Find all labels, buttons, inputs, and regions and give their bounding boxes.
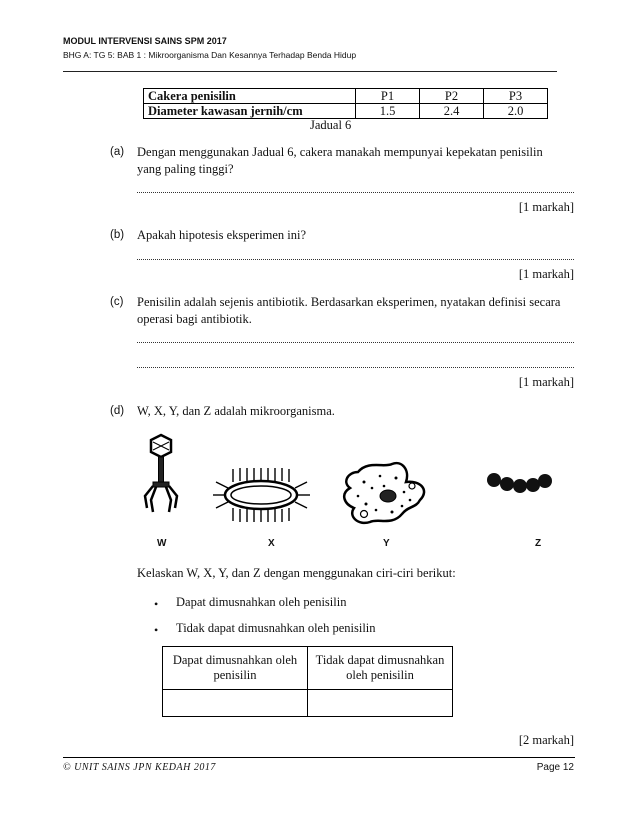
question-a-text: Dengan menggunakan Jadual 6, cakera manakah mempunyai kepekatan penisilin yang paling tinggi?	[137, 145, 543, 176]
table-6	[143, 88, 548, 119]
table-cell: 2.0	[484, 104, 548, 119]
question-d-text: W, X, Y, dan Z adalah mikroorganisma.	[137, 404, 335, 418]
criterion-2: Tidak dapat dimusnahkan oleh penisilin	[176, 621, 376, 635]
table-row	[163, 690, 453, 717]
criterion-1: Dapat dimusnahkan oleh penisilin	[176, 595, 347, 609]
answer-line-a[interactable]	[137, 192, 574, 195]
table-cell: P3	[484, 89, 548, 104]
answer-line-c-2[interactable]	[137, 367, 574, 370]
bullet-icon: •	[154, 597, 159, 611]
organism-label-w: W	[157, 538, 167, 549]
table-cell: 1.5	[356, 104, 420, 119]
table-row	[144, 104, 548, 119]
question-a-label: (a)	[110, 146, 125, 158]
organism-label-z: Z	[535, 538, 542, 549]
question-d-mark: [2 markah]	[518, 733, 574, 747]
answer-cell-not-destroyed[interactable]	[308, 690, 453, 717]
organism-label-x: X	[268, 538, 275, 549]
organism-z-illustration	[487, 473, 552, 493]
question-b-text: Apakah hipotesis eksperimen ini?	[137, 228, 307, 242]
table-header-cell: Dapat dimusnahkan oleh penisilin	[163, 647, 308, 690]
organism-w-illustration	[145, 435, 177, 512]
question-b-mark: [1 markah]	[518, 267, 574, 281]
table-cell: P2	[420, 89, 484, 104]
answer-line-c-1[interactable]	[137, 342, 574, 345]
question-d-label: (d)	[110, 405, 125, 417]
table-row	[144, 89, 548, 104]
microorganism-diagram	[140, 430, 560, 550]
page-number: Page 12	[536, 762, 574, 773]
table-caption: Jadual 6	[310, 118, 352, 132]
footer-copyright: © UNIT SAINS JPN KEDAH 2017	[63, 762, 216, 773]
question-b-label: (b)	[110, 229, 125, 241]
question-c-text: Penisilin adalah sejenis antibiotik. Berdasarkan eksperimen, nyatakan definisi secara operasi bagi antibiotik.	[137, 295, 561, 326]
question-a-mark: [1 markah]	[518, 200, 574, 214]
document-header-title: MODUL INTERVENSI SAINS SPM 2017	[63, 36, 227, 46]
organism-y-illustration	[344, 463, 424, 523]
table-header-cell: Tidak dapat dimusnahkan oleh penisilin	[308, 647, 453, 690]
question-c-label: (c)	[110, 296, 124, 308]
classification-instruction: Kelaskan W, X, Y, dan Z dengan menggunakan ciri-ciri berikut:	[137, 566, 456, 580]
footer-rule	[63, 757, 575, 758]
question-c-mark: [1 markah]	[518, 375, 574, 389]
answer-line-b[interactable]	[137, 259, 574, 262]
table-cell: P1	[356, 89, 420, 104]
bullet-icon: •	[154, 623, 159, 637]
table-row-label: Cakera penisilin	[144, 89, 356, 104]
answer-cell-destroyed[interactable]	[163, 690, 308, 717]
classification-table	[162, 646, 453, 717]
organism-x-illustration	[213, 468, 310, 522]
table-row-label: Diameter kawasan jernih/cm	[144, 104, 356, 119]
document-header-subtitle: BHG A: TG 5: BAB 1 : Mikroorganisma Dan Kesannya Terhadap Benda Hidup	[63, 50, 357, 60]
organism-label-y: Y	[383, 538, 390, 549]
table-row	[163, 647, 453, 690]
header-rule	[63, 71, 557, 72]
table-cell: 2.4	[420, 104, 484, 119]
